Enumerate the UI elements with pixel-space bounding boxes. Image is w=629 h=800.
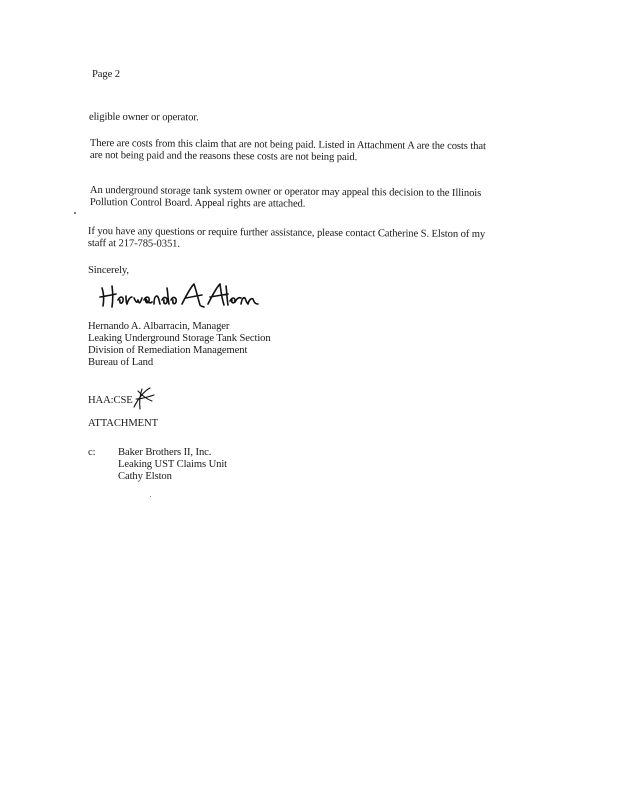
paragraph-questions <box>88 226 485 253</box>
paragraph-appeal <box>90 185 481 212</box>
scan-speck <box>150 496 151 497</box>
signer-block <box>88 321 271 369</box>
paragraph-line: staff at 217-785-0351. <box>87 237 180 250</box>
paragraph-line: There are costs from this claim that are not being paid. Listed in Attachment A are the costs that <box>89 138 486 153</box>
reference-initials: HAA:CSE <box>88 395 133 406</box>
paragraph-costs <box>90 138 486 165</box>
paragraph-line: are not being paid and the reasons these costs are not being paid. <box>89 149 358 164</box>
scan-speck <box>74 212 76 214</box>
signer-line: Hernando A. Albarracin, Manager <box>88 321 230 332</box>
cc-recipient-list <box>118 447 227 483</box>
continuation-text: eligible owner or operator. <box>88 111 199 124</box>
page-number: Page 2 <box>92 69 120 80</box>
handwritten-signature <box>98 280 260 312</box>
cc-recipient: Cathy Elston <box>118 471 172 482</box>
salutation: Sincerely, <box>88 265 129 276</box>
signer-line: Bureau of Land <box>88 357 154 368</box>
signer-line: Leaking Underground Storage Tank Section <box>88 333 271 344</box>
attachment-label: ATTACHMENT <box>88 418 158 429</box>
cc-recipient: Leaking UST Claims Unit <box>118 459 228 470</box>
cc-recipient: Baker Brothers II, Inc. <box>118 447 212 458</box>
signer-line: Division of Remediation Management <box>88 345 248 356</box>
handwritten-initials-mark <box>128 385 156 411</box>
paragraph-line: Pollution Control Board. Appeal rights are attached. <box>89 196 306 210</box>
cc-label: c: <box>88 447 96 458</box>
paragraph-line: If you have any questions or require further assistance, please contact Catherine S. Elston of my <box>87 226 486 241</box>
paragraph-line: An underground storage tank system owner or operator may appeal this decision to the Illinois <box>89 185 482 200</box>
